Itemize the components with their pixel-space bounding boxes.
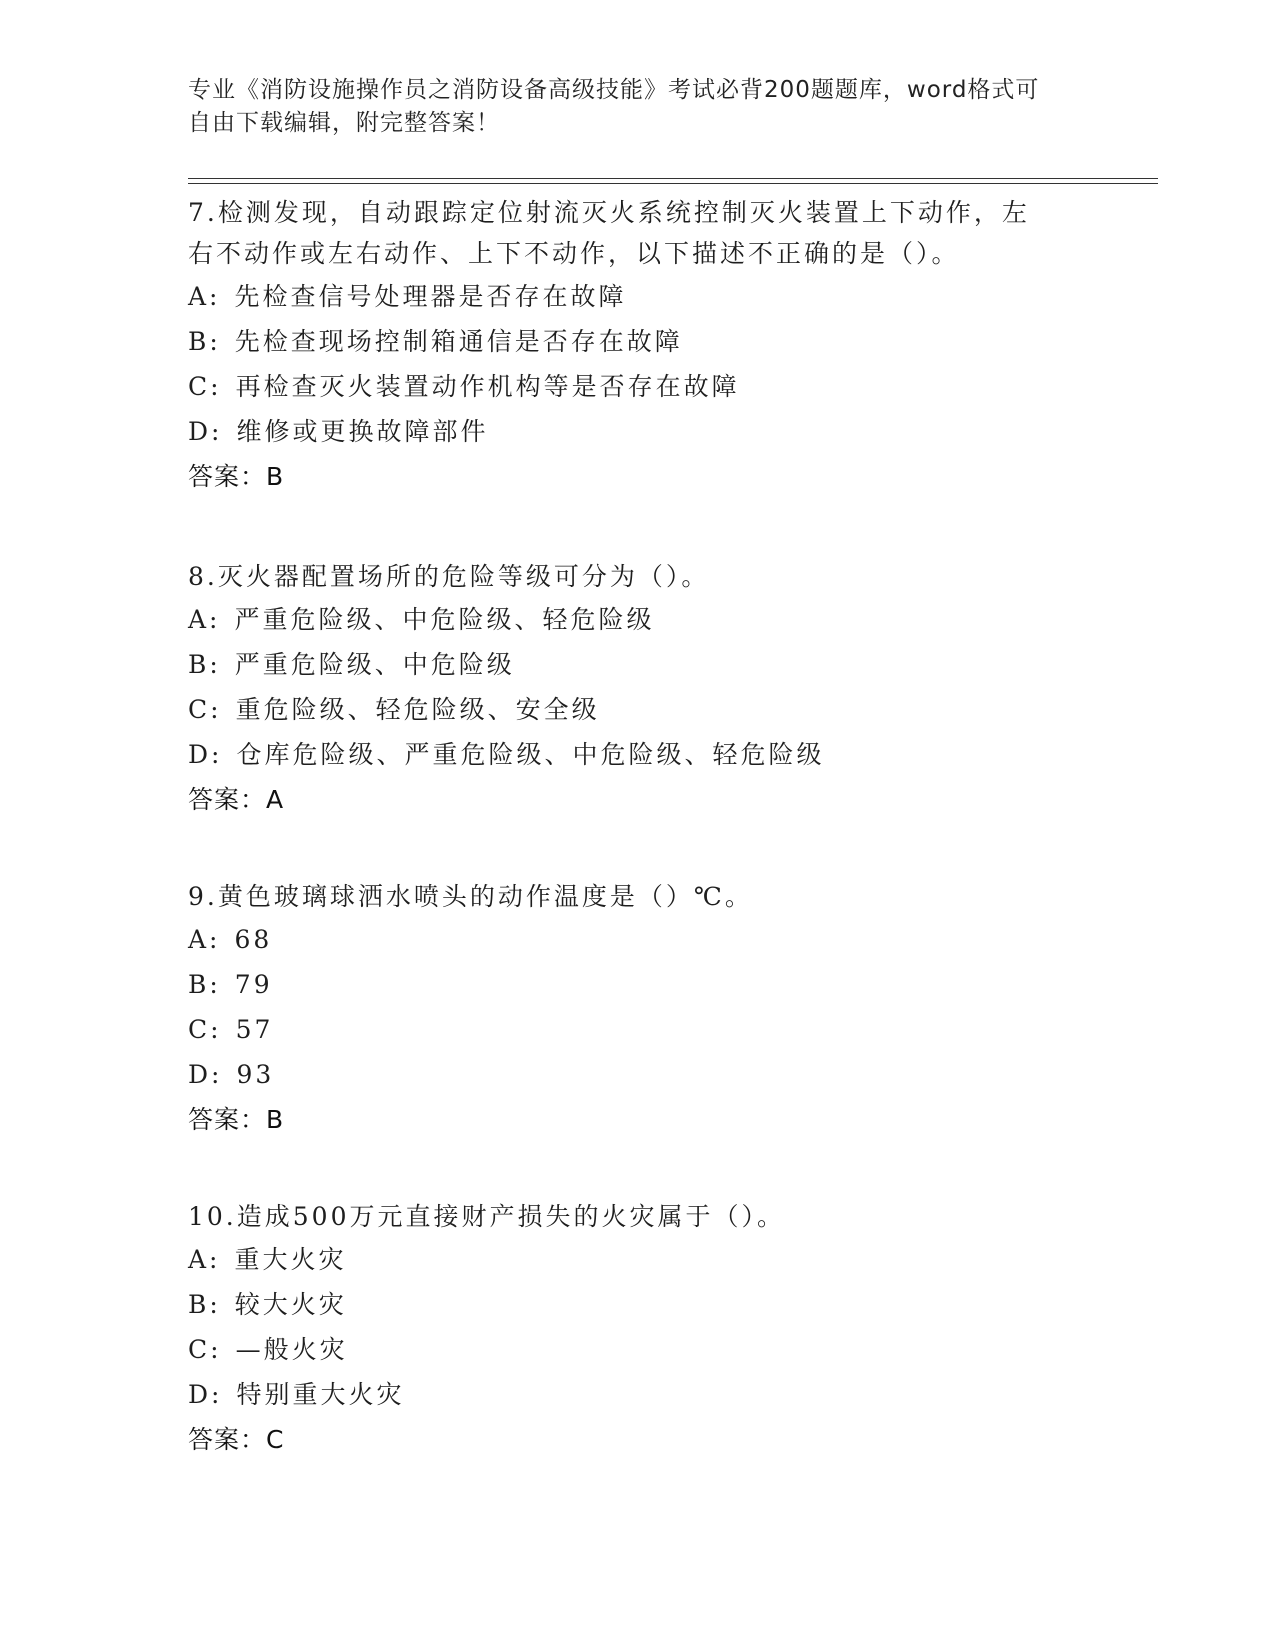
option-letter: D: bbox=[188, 1380, 223, 1409]
option-text: 57 bbox=[235, 1015, 274, 1044]
question-stem: 8.灭火器配置场所的危险等级可分为（）。 bbox=[188, 562, 710, 591]
option-text: 68 bbox=[234, 925, 273, 954]
option-letter: D: bbox=[188, 1060, 223, 1089]
header-line-2: 自由下载编辑，附完整答案！ bbox=[188, 110, 500, 136]
option-c bbox=[188, 1007, 1088, 1052]
option-d bbox=[188, 1372, 1088, 1417]
option-text: 特别重大火灾 bbox=[236, 1380, 405, 1409]
option-letter: B: bbox=[188, 327, 221, 356]
option-c bbox=[188, 687, 1088, 732]
option-text: 严重危险级、中危险级、轻危险级 bbox=[234, 605, 655, 634]
answer-line: 答案：C bbox=[188, 1425, 285, 1454]
option-letter: C: bbox=[188, 1015, 222, 1044]
option-text: 93 bbox=[236, 1060, 275, 1089]
question-stem: 9.黄色玻璃球洒水喷头的动作温度是（）℃。 bbox=[188, 882, 753, 911]
option-a bbox=[188, 1237, 1088, 1282]
option-letter: B: bbox=[188, 650, 221, 679]
option-a bbox=[188, 274, 1088, 319]
question-9 bbox=[188, 876, 1088, 1142]
option-text: 79 bbox=[234, 970, 273, 999]
option-letter: D: bbox=[188, 417, 223, 446]
option-c bbox=[188, 364, 1088, 409]
option-b bbox=[188, 642, 1088, 687]
answer-line: 答案：B bbox=[188, 462, 285, 491]
option-letter: D: bbox=[188, 740, 223, 769]
option-text: —般火灾 bbox=[235, 1335, 348, 1364]
option-text: 维修或更换故障部件 bbox=[236, 417, 489, 446]
option-text: 较大火灾 bbox=[234, 1290, 347, 1319]
option-text: 先检查现场控制箱通信是否存在故障 bbox=[234, 327, 683, 356]
document-header bbox=[188, 74, 1088, 140]
question-stem: 10.造成500万元直接财产损失的火灾属于（）。 bbox=[188, 1202, 785, 1231]
option-text: 重危险级、轻危险级、安全级 bbox=[235, 695, 600, 724]
option-c bbox=[188, 1327, 1088, 1372]
option-letter: A: bbox=[188, 605, 221, 634]
option-letter: C: bbox=[188, 1335, 222, 1364]
header-line-1: 专业《消防设施操作员之消防设备高级技能》考试必背200题题库，word格式可 bbox=[188, 77, 1040, 103]
option-letter: A: bbox=[188, 925, 221, 954]
option-a bbox=[188, 917, 1088, 962]
question-7 bbox=[188, 192, 1088, 499]
header-divider-bottom bbox=[188, 183, 1158, 184]
option-letter: A: bbox=[188, 1245, 221, 1274]
option-letter: C: bbox=[188, 695, 222, 724]
question-stem: 右不动作或左右动作、上下不动作，以下描述不正确的是（）。 bbox=[188, 239, 960, 268]
option-a bbox=[188, 597, 1088, 642]
question-stem: 7.检测发现，自动跟踪定位射流灭火系统控制灭火装置上下动作，左 bbox=[188, 198, 1030, 227]
option-d bbox=[188, 732, 1088, 777]
option-letter: C: bbox=[188, 372, 222, 401]
option-d bbox=[188, 1052, 1088, 1097]
question-10 bbox=[188, 1196, 1088, 1462]
option-letter: B: bbox=[188, 1290, 221, 1319]
option-b bbox=[188, 1282, 1088, 1327]
option-letter: B: bbox=[188, 970, 221, 999]
option-b bbox=[188, 319, 1088, 364]
option-text: 再检查灭火装置动作机构等是否存在故障 bbox=[235, 372, 740, 401]
option-letter: A: bbox=[188, 282, 221, 311]
question-8 bbox=[188, 556, 1088, 822]
option-b bbox=[188, 962, 1088, 1007]
option-text: 先检查信号处理器是否存在故障 bbox=[234, 282, 627, 311]
option-text: 仓库危险级、严重危险级、中危险级、轻危险级 bbox=[236, 740, 825, 769]
option-text: 严重危险级、中危险级 bbox=[234, 650, 515, 679]
header-divider-top bbox=[188, 178, 1158, 179]
answer-line: 答案：B bbox=[188, 1105, 285, 1134]
option-d bbox=[188, 409, 1088, 454]
option-text: 重大火灾 bbox=[234, 1245, 347, 1274]
answer-line: 答案：A bbox=[188, 785, 285, 814]
